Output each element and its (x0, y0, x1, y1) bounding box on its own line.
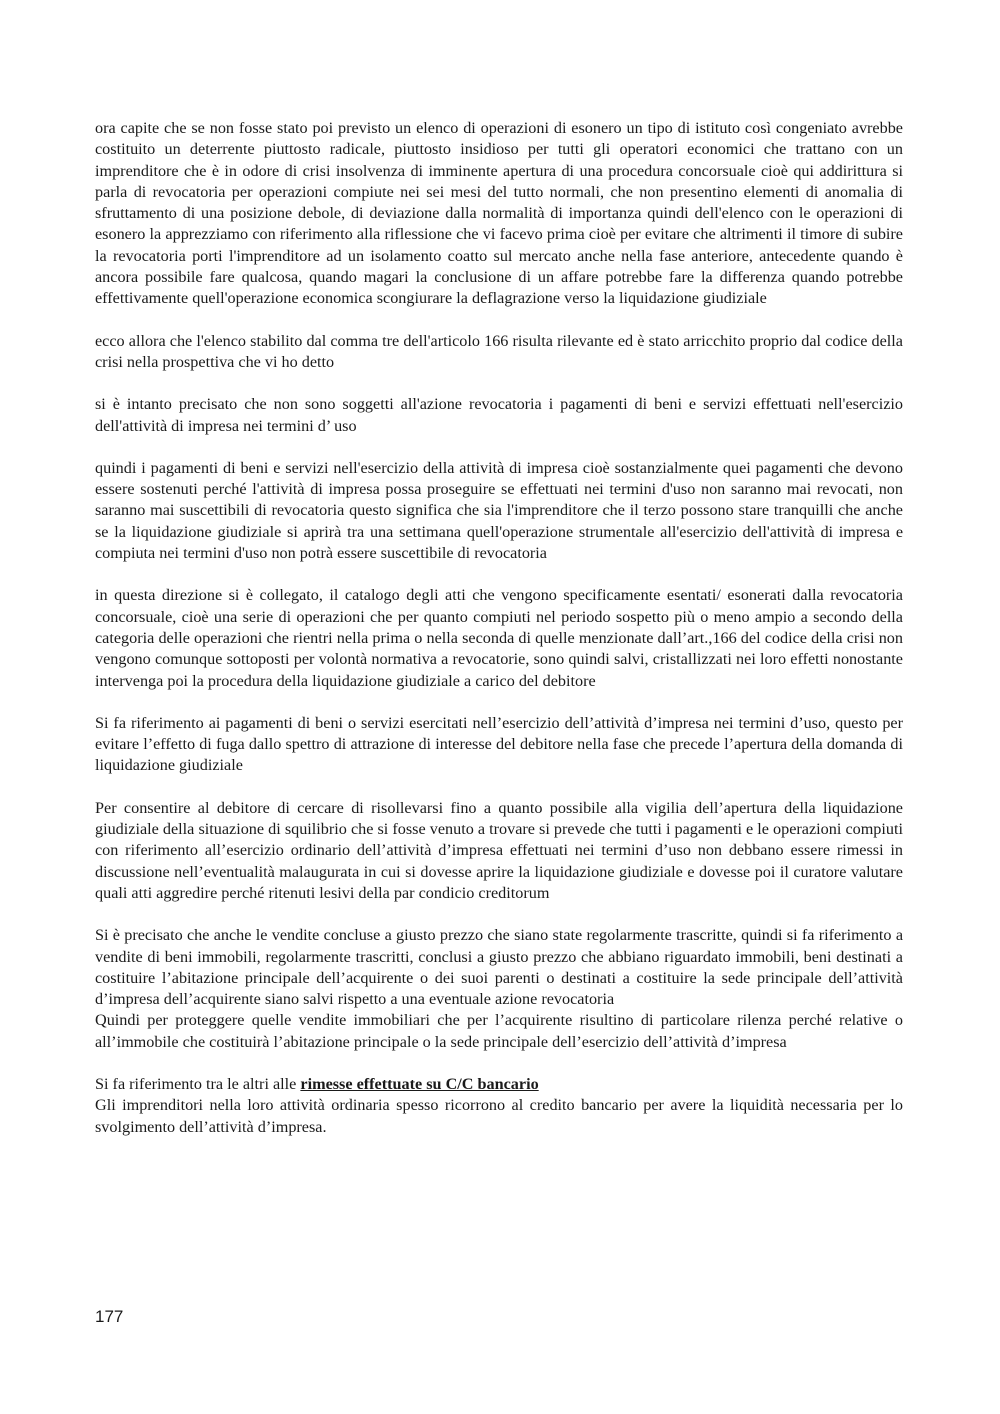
paragraph: Si è precisato che anche le vendite concluse a giusto prezzo che siano state regolarmente trascritte, quindi si fa riferimento a vendite di beni immobili, regolarmente trascritti, conclusi a giusto prezzo che abbiano riguardato immobili, beni destinati a costituire l’abitazione principale dell’acquirente o dei suoi parenti o destinati a costituire la sede principale dell’attività d’impresa dell’acquirente siano salvi rispetto a una eventuale azione revocatoria (95, 926, 903, 1009)
paragraph: Gli imprenditori nella loro attività ordinaria spesso ricorrono al credito bancario per avere la liquidità necessaria per lo svolgimento dell’attività d’impresa. (95, 1096, 903, 1136)
paragraph: Per consentire al debitore di cercare di risollevarsi fino a quanto possibile alla vigilia dell’apertura della liquidazione giudiziale della situazione di squilibrio che si fosse venuto a trovare si prevede che tutti i pagamenti e le operazioni compiuti con riferimento all’esercizio ordinario dell’attività d’impresa effettuati nei termini d’uso non debbano essere rimessi in discussione nell’eventualità malaugurata in cui si dovesse aprire la liquidazione giudiziale e dovesse poi il curatore valutare quali atti aggredire perché ritenuti lesivi della par condicio creditorum (95, 798, 903, 902)
paragraph: si è intanto precisato che non sono soggetti all'azione revocatoria i pagamenti di beni e servizi effettuati nell'esercizio dell'attività di impresa nei termini d’ uso (95, 395, 903, 435)
section-intro (95, 1074, 903, 1095)
paragraph: Quindi per proteggere quelle vendite immobiliari che per l’acquirente risultino di particolare rilenza perché relative o all’immobile che costituirà l’abitazione principale o la sede principale dell’esercizio dell’attività d’impresa (95, 1011, 903, 1051)
page-number: 177 (95, 1307, 124, 1326)
paragraph: quindi i pagamenti di beni e servizi nell'esercizio della attività di impresa cioè sostanzialmente quei pagamenti che devono essere sostenuti perché l'attività di impresa possa proseguire se effettuati nei termini d'uso non saranno mai revocati, non saranno mai suscettibili di revocatoria questo significa che sia l'imprenditore che il terzo possono stare tranquilli che anche se la liquidazione giudiziale si aprirà tra una settimana quell'operazione strumentale all'esercizio dell'attività di impresa e compiuta nei termini d'uso non potrà essere suscettibile di revocatoria (95, 458, 903, 563)
document-body (95, 118, 903, 1159)
paragraph: Si fa riferimento ai pagamenti di beni o servizi esercitati nell’esercizio dell’attività d’impresa nei termini d’uso, questo per evitare l’effetto di fuga dallo spettro di attrazione di interesse del debitore nella fase che precede l’apertura della domanda di liquidazione giudiziale (95, 713, 903, 775)
section-emphasis: rimesse effettuate su C/C bancario (300, 1074, 539, 1093)
paragraph: in questa direzione si è collegato, il catalogo degli atti che vengono specificamente esentati/ esonerati dalla revocatoria concorsuale, cioè una serie di operazioni che per quanto compiuti nel periodo sospetto più o meno ampio a secondo della categoria delle operazioni che rientri nella prima o nella seconda di quelle menzionate dall’art.,166 del codice della crisi non vengono comunque sottoposti per volontà normativa a revocatorie, sono quindi salvi, cristallizzati nei loro effetti nonostante intervenga poi la procedura della liquidazione giudiziale a carico del debitore (95, 586, 903, 690)
paragraph: ecco allora che l'elenco stabilito dal comma tre dell'articolo 166 risulta rilevante ed è stato arricchito proprio dal codice della crisi nella prospettiva che vi ho detto (95, 331, 903, 371)
section-intro-text: Si fa riferimento tra le altri alle (95, 1074, 301, 1093)
paragraph: ora capite che se non fosse stato poi previsto un elenco di operazioni di esonero un tipo di istituto così congeniato avrebbe costituito un deterrente piuttosto radicale, piuttosto insidioso per tutti gli operatori economici che trattano con un imprenditore che è in odore di crisi insolvenza di imminente apertura di una procedura concorsuale cioè qui addirittura si parla di revocatoria per operazioni compiute nei sei mesi del tutto normali, che non presentino elementi di anomalia di sfruttamento di una posizione debole, di deviazione dalla normalità di importanza quindi dell'elenco con le operazioni di esonero la apprezziamo con riferimento alla riflessione che vi facevo prima cioè per evitare che altrimenti il timore di subire la revocatoria porti l'imprenditore ad un isolamento coatto sul mercato anche nella fase anteriore, antecedente quando è ancora possibile fare qualcosa, quando magari la conclusione di un affare potrebbe fare la differenza quando potrebbe effettivamente quell'operazione economica scongiurare la deflagrazione verso la liquidazione giudiziale (95, 119, 903, 308)
